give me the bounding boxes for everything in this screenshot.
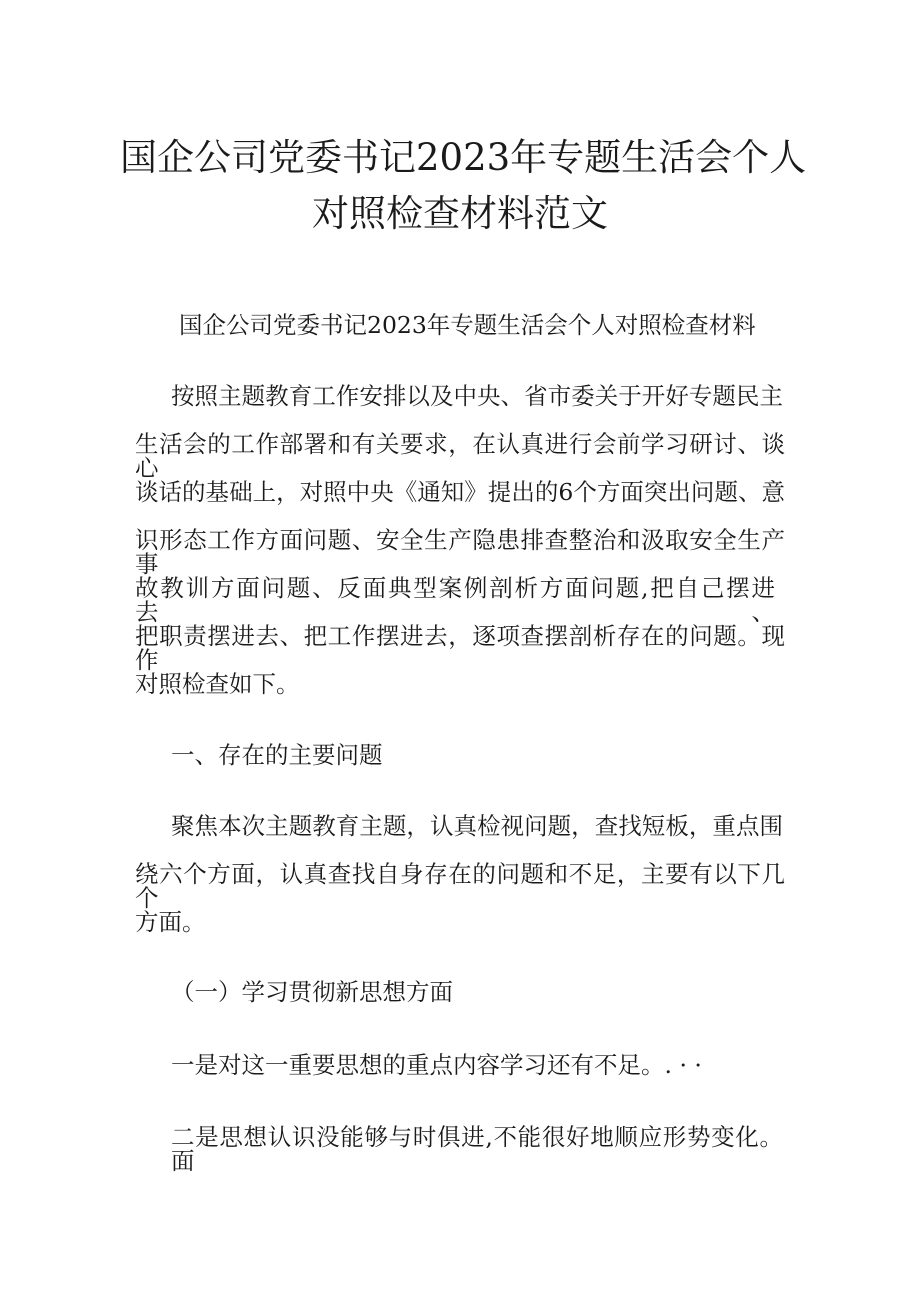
document-title-line-1: 国企公司党委书记2023年专题生活会个人: [120, 136, 807, 179]
section-1-line-2: 绕六个方面，认真查找自身存在的问题和不足，主要有以下几个: [135, 860, 785, 912]
intro-line-6: 把职责摆进去、把工作摆进去，逐项查摆剖析存在的问题。现作: [135, 622, 785, 674]
section-heading-main-problems: 一、存在的主要问题: [171, 741, 383, 769]
document-subtitle: 国企公司党委书记2023年专题生活会个人对照检查材料: [179, 311, 756, 339]
document-title-line-2: 对照检查材料范文: [312, 192, 608, 235]
intro-line-2: 生活会的工作部署和有关要求，在认真进行会前学习研讨、谈心: [135, 430, 785, 482]
intro-line-3: 谈话的基础上，对照中央《通知》提出的6个方面突出问题、意: [135, 478, 785, 506]
intro-line-1: 按照主题教育工作安排以及中央、省市委关于开好专题民主: [171, 382, 783, 410]
point-one: 一是对这一重要思想的重点内容学习还有不足。. · ·: [171, 1051, 702, 1079]
subsection-heading-study: （一）学习贯彻新思想方面: [171, 978, 453, 1006]
point-two: 二是思想认识没能够与时俱进,不能很好地顺应形势变化。面: [171, 1123, 783, 1175]
section-1-line-1: 聚焦本次主题教育主题，认真检视问题，查找短板，重点围: [171, 812, 783, 840]
intro-line-4: 识形态工作方面问题、安全生产隐患排查整治和汲取安全生产事: [135, 526, 785, 578]
intro-line-7: 对照检查如下。: [135, 670, 300, 698]
section-1-line-3: 方面。: [135, 908, 206, 936]
intro-line-5: 故教训方面问题、反面典型案例剖析方面问题,把自己摆进去、: [135, 574, 775, 626]
